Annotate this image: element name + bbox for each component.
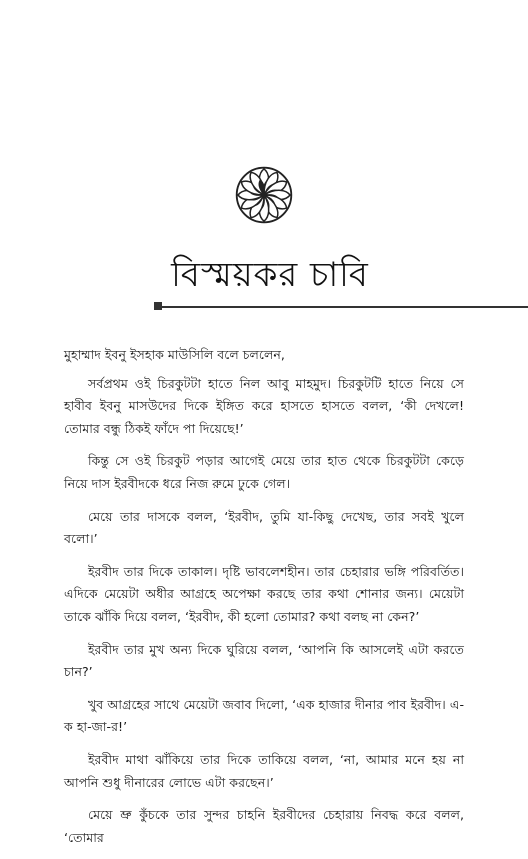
paragraph: মুহাম্মাদ ইবনু ইসহাক মাউসিলি বলে চললেন,	[64, 347, 285, 362]
chapter-body	[64, 344, 464, 859]
paragraph: ইরবীদ তার দিকে তাকাল। দৃষ্টি ভাবলেশহীন। তার চেহারার ভঙ্গি পরিবর্তিত। এদিকে মেয়েটা অধীর আগ্রহে অপেক্ষা করছে তার কথা শোনার জন্য। মেয়েটা তাকে ঝাঁকি দিয়ে বলল, ‘ইরবীদ, কী হলো তোমার? কথা বলছ না কেন?’	[64, 563, 464, 624]
paragraph: মেয়ে ভ্রু কুঁচকে তার সুন্দর চাহনি ইরবীদের চেহারায় নিবদ্ধ করে বলল, ‘তোমার	[64, 807, 464, 845]
paragraph: ইরবীদ তার মুখ অন্য দিকে ঘুরিয়ে বলল, ‘আপনি কি আসলেই এটা করতে চান?’	[64, 641, 464, 680]
paragraph: কিন্তু সে ওই চিরকুট পড়ার আগেই মেয়ে তার হাত থেকে চিরকুটটা কেড়ে নিয়ে দাস ইরবীদকে ধরে নিজ রুমে ঢুকে গেল।	[64, 453, 464, 491]
title-divider	[154, 306, 528, 308]
paragraph: ইরবীদ মাথা ঝাঁকিয়ে তার দিকে তাকিয়ে বলল, ‘না, আমার মনে হয় না আপনি শুধু দীনারের লোভে এটা করছেন।’	[64, 751, 464, 790]
paragraph: খুব আগ্রহের সাথে মেয়েটা জবাব দিলো, ‘এক হাজার দীনার পাব ইরবীদ। এ-ক হা-জা-র!’	[64, 696, 464, 735]
chapter-title: বিস্ময়কর চাবি	[171, 255, 369, 295]
paragraph: সর্বপ্রথম ওই চিরকুটটা হাতে নিল আবু মাহমুদ। চিরকুটটি হাতে নিয়ে সে হাবীব ইবনু মাসউদের দিকে ইঙ্গিত করে হাসতে হাসতে বলল, ‘কী দেখলে! তোমার বন্ধু ঠিকই ফাঁদে পা দিয়েছে!’	[64, 375, 464, 436]
divider-marker	[154, 302, 162, 310]
mandala-ornament-icon	[233, 164, 295, 226]
paragraph: মেয়ে তার দাসকে বলল, ‘ইরবীদ, তুমি যা-কিছু দেখেছ, তার সবই খুলে বলো।’	[64, 508, 464, 547]
